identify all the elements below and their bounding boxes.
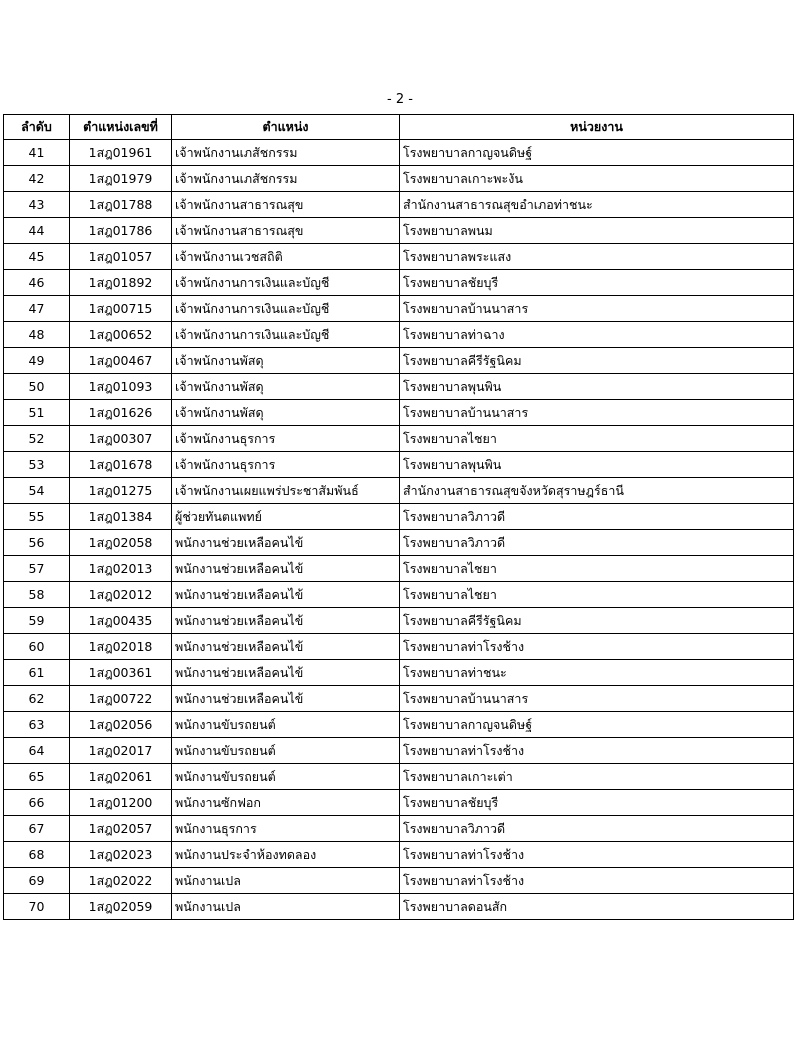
cell-position-title: พนักงานธุรการ bbox=[172, 816, 400, 842]
cell-order: 47 bbox=[4, 296, 70, 322]
header-row bbox=[4, 115, 794, 140]
table-row bbox=[4, 634, 794, 660]
cell-unit: สำนักงานสาธารณสุขอำเภอท่าชนะ bbox=[400, 192, 794, 218]
cell-position-title: ผู้ช่วยทันตแพทย์ bbox=[172, 504, 400, 530]
cell-position-code: 1สฎ01961 bbox=[70, 140, 172, 166]
table-row bbox=[4, 478, 794, 504]
table-row bbox=[4, 556, 794, 582]
cell-order: 69 bbox=[4, 868, 70, 894]
cell-order: 52 bbox=[4, 426, 70, 452]
cell-position-title: เจ้าพนักงานการเงินและบัญชี bbox=[172, 322, 400, 348]
table-row bbox=[4, 790, 794, 816]
table-row bbox=[4, 530, 794, 556]
table-row bbox=[4, 192, 794, 218]
cell-position-code: 1สฎ02017 bbox=[70, 738, 172, 764]
cell-order: 49 bbox=[4, 348, 70, 374]
cell-position-title: เจ้าพนักงานธุรการ bbox=[172, 426, 400, 452]
cell-unit: โรงพยาบาลวิภาวดี bbox=[400, 530, 794, 556]
cell-position-title: เจ้าพนักงานเวชสถิติ bbox=[172, 244, 400, 270]
cell-order: 43 bbox=[4, 192, 70, 218]
table-row bbox=[4, 686, 794, 712]
header-code: ตำแหน่งเลขที่ bbox=[70, 115, 172, 140]
cell-position-code: 1สฎ01275 bbox=[70, 478, 172, 504]
cell-unit: โรงพยาบาลบ้านนาสาร bbox=[400, 686, 794, 712]
cell-position-code: 1สฎ00722 bbox=[70, 686, 172, 712]
cell-position-code: 1สฎ02013 bbox=[70, 556, 172, 582]
cell-order: 59 bbox=[4, 608, 70, 634]
cell-unit: โรงพยาบาลพนม bbox=[400, 218, 794, 244]
cell-position-title: พนักงานช่วยเหลือคนไข้ bbox=[172, 530, 400, 556]
cell-order: 67 bbox=[4, 816, 70, 842]
cell-position-title: เจ้าพนักงานสาธารณสุข bbox=[172, 192, 400, 218]
cell-position-code: 1สฎ01384 bbox=[70, 504, 172, 530]
cell-position-title: เจ้าพนักงานการเงินและบัญชี bbox=[172, 270, 400, 296]
cell-position-title: เจ้าพนักงานพัสดุ bbox=[172, 374, 400, 400]
table-header bbox=[4, 115, 794, 140]
cell-unit: โรงพยาบาลท่าชนะ bbox=[400, 660, 794, 686]
header-order: ลำดับ bbox=[4, 115, 70, 140]
cell-order: 42 bbox=[4, 166, 70, 192]
cell-position-title: พนักงานเปล bbox=[172, 894, 400, 920]
cell-position-code: 1สฎ00435 bbox=[70, 608, 172, 634]
cell-position-code: 1สฎ01786 bbox=[70, 218, 172, 244]
positions-table bbox=[3, 114, 794, 920]
header-title: ตำแหน่ง bbox=[172, 115, 400, 140]
cell-order: 60 bbox=[4, 634, 70, 660]
table-row bbox=[4, 712, 794, 738]
cell-unit: โรงพยาบาลไชยา bbox=[400, 426, 794, 452]
cell-order: 68 bbox=[4, 842, 70, 868]
cell-position-code: 1สฎ01678 bbox=[70, 452, 172, 478]
cell-unit: โรงพยาบาลคีรีรัฐนิคม bbox=[400, 348, 794, 374]
cell-order: 61 bbox=[4, 660, 70, 686]
table-row bbox=[4, 244, 794, 270]
table-body bbox=[4, 140, 794, 920]
cell-order: 65 bbox=[4, 764, 70, 790]
cell-position-code: 1สฎ01892 bbox=[70, 270, 172, 296]
cell-order: 66 bbox=[4, 790, 70, 816]
cell-unit: โรงพยาบาลไชยา bbox=[400, 556, 794, 582]
cell-unit: โรงพยาบาลกาญจนดิษฐ์ bbox=[400, 712, 794, 738]
cell-position-title: พนักงานช่วยเหลือคนไข้ bbox=[172, 686, 400, 712]
cell-position-code: 1สฎ02023 bbox=[70, 842, 172, 868]
cell-position-title: พนักงานช่วยเหลือคนไข้ bbox=[172, 556, 400, 582]
cell-position-title: พนักงานช่วยเหลือคนไข้ bbox=[172, 634, 400, 660]
cell-position-code: 1สฎ01788 bbox=[70, 192, 172, 218]
cell-order: 64 bbox=[4, 738, 70, 764]
cell-position-code: 1สฎ01979 bbox=[70, 166, 172, 192]
table-row bbox=[4, 582, 794, 608]
table-row bbox=[4, 166, 794, 192]
table-row bbox=[4, 894, 794, 920]
cell-order: 44 bbox=[4, 218, 70, 244]
cell-unit: โรงพยาบาลชัยบุรี bbox=[400, 790, 794, 816]
table-row bbox=[4, 764, 794, 790]
cell-unit: โรงพยาบาลพุนพิน bbox=[400, 452, 794, 478]
cell-position-code: 1สฎ02061 bbox=[70, 764, 172, 790]
table-row bbox=[4, 400, 794, 426]
cell-unit: โรงพยาบาลกาญจนดิษฐ์ bbox=[400, 140, 794, 166]
cell-position-code: 1สฎ02059 bbox=[70, 894, 172, 920]
cell-position-code: 1สฎ02058 bbox=[70, 530, 172, 556]
cell-unit: โรงพยาบาลท่าโรงช้าง bbox=[400, 842, 794, 868]
cell-order: 57 bbox=[4, 556, 70, 582]
table-row bbox=[4, 842, 794, 868]
cell-position-code: 1สฎ01200 bbox=[70, 790, 172, 816]
cell-position-title: พนักงานเปล bbox=[172, 868, 400, 894]
cell-position-title: พนักงานช่วยเหลือคนไข้ bbox=[172, 608, 400, 634]
cell-position-title: เจ้าพนักงานพัสดุ bbox=[172, 400, 400, 426]
cell-position-code: 1สฎ00715 bbox=[70, 296, 172, 322]
header-unit: หน่วยงาน bbox=[400, 115, 794, 140]
table-row bbox=[4, 868, 794, 894]
cell-position-title: เจ้าพนักงานเภสัชกรรม bbox=[172, 166, 400, 192]
table-row bbox=[4, 296, 794, 322]
cell-unit: โรงพยาบาลไชยา bbox=[400, 582, 794, 608]
cell-order: 48 bbox=[4, 322, 70, 348]
cell-position-code: 1สฎ02022 bbox=[70, 868, 172, 894]
cell-position-title: เจ้าพนักงานพัสดุ bbox=[172, 348, 400, 374]
cell-order: 53 bbox=[4, 452, 70, 478]
cell-unit: โรงพยาบาลท่าโรงช้าง bbox=[400, 634, 794, 660]
table-row bbox=[4, 738, 794, 764]
cell-position-title: พนักงานขับรถยนต์ bbox=[172, 764, 400, 790]
page-number: - 2 - bbox=[387, 92, 413, 107]
table-row bbox=[4, 660, 794, 686]
cell-order: 51 bbox=[4, 400, 70, 426]
cell-position-code: 1สฎ02056 bbox=[70, 712, 172, 738]
cell-unit: โรงพยาบาลบ้านนาสาร bbox=[400, 400, 794, 426]
cell-order: 58 bbox=[4, 582, 70, 608]
cell-order: 41 bbox=[4, 140, 70, 166]
cell-unit: โรงพยาบาลเกาะพะงัน bbox=[400, 166, 794, 192]
cell-position-title: เจ้าพนักงานเผยแพร่ประชาสัมพันธ์ bbox=[172, 478, 400, 504]
cell-unit: โรงพยาบาลเกาะเต่า bbox=[400, 764, 794, 790]
cell-order: 62 bbox=[4, 686, 70, 712]
table-row bbox=[4, 504, 794, 530]
table-row bbox=[4, 816, 794, 842]
cell-position-title: พนักงานช่วยเหลือคนไข้ bbox=[172, 660, 400, 686]
cell-position-title: พนักงานประจำห้องทดลอง bbox=[172, 842, 400, 868]
cell-position-code: 1สฎ00652 bbox=[70, 322, 172, 348]
table-row bbox=[4, 322, 794, 348]
cell-position-title: เจ้าพนักงานเภสัชกรรม bbox=[172, 140, 400, 166]
cell-unit: โรงพยาบาลพระแสง bbox=[400, 244, 794, 270]
table-row bbox=[4, 608, 794, 634]
cell-order: 56 bbox=[4, 530, 70, 556]
cell-position-title: พนักงานขับรถยนต์ bbox=[172, 738, 400, 764]
cell-unit: โรงพยาบาลท่าโรงช้าง bbox=[400, 738, 794, 764]
cell-position-code: 1สฎ01057 bbox=[70, 244, 172, 270]
cell-order: 55 bbox=[4, 504, 70, 530]
cell-position-code: 1สฎ02057 bbox=[70, 816, 172, 842]
cell-position-title: เจ้าพนักงานธุรการ bbox=[172, 452, 400, 478]
table-row bbox=[4, 374, 794, 400]
cell-order: 46 bbox=[4, 270, 70, 296]
table-row bbox=[4, 140, 794, 166]
table-row bbox=[4, 348, 794, 374]
table-row bbox=[4, 270, 794, 296]
cell-position-code: 1สฎ00467 bbox=[70, 348, 172, 374]
table-row bbox=[4, 452, 794, 478]
cell-position-title: เจ้าพนักงานสาธารณสุข bbox=[172, 218, 400, 244]
cell-unit: โรงพยาบาลคีรีรัฐนิคม bbox=[400, 608, 794, 634]
cell-position-title: พนักงานซักฟอก bbox=[172, 790, 400, 816]
cell-unit: โรงพยาบาลพุนพิน bbox=[400, 374, 794, 400]
cell-position-title: เจ้าพนักงานการเงินและบัญชี bbox=[172, 296, 400, 322]
cell-position-code: 1สฎ00361 bbox=[70, 660, 172, 686]
cell-position-title: พนักงานช่วยเหลือคนไข้ bbox=[172, 582, 400, 608]
cell-position-code: 1สฎ00307 bbox=[70, 426, 172, 452]
cell-position-title: พนักงานขับรถยนต์ bbox=[172, 712, 400, 738]
cell-order: 70 bbox=[4, 894, 70, 920]
table-row bbox=[4, 426, 794, 452]
cell-unit: โรงพยาบาลดอนสัก bbox=[400, 894, 794, 920]
cell-unit: โรงพยาบาลบ้านนาสาร bbox=[400, 296, 794, 322]
cell-position-code: 1สฎ02018 bbox=[70, 634, 172, 660]
cell-unit: โรงพยาบาลท่าฉาง bbox=[400, 322, 794, 348]
cell-unit: โรงพยาบาลวิภาวดี bbox=[400, 504, 794, 530]
cell-order: 45 bbox=[4, 244, 70, 270]
cell-unit: โรงพยาบาลวิภาวดี bbox=[400, 816, 794, 842]
table-row bbox=[4, 218, 794, 244]
cell-unit: โรงพยาบาลชัยบุรี bbox=[400, 270, 794, 296]
cell-position-code: 1สฎ01093 bbox=[70, 374, 172, 400]
cell-unit: สำนักงานสาธารณสุขจังหวัดสุราษฎร์ธานี bbox=[400, 478, 794, 504]
cell-order: 63 bbox=[4, 712, 70, 738]
cell-position-code: 1สฎ02012 bbox=[70, 582, 172, 608]
cell-order: 50 bbox=[4, 374, 70, 400]
cell-order: 54 bbox=[4, 478, 70, 504]
cell-unit: โรงพยาบาลท่าโรงช้าง bbox=[400, 868, 794, 894]
cell-position-code: 1สฎ01626 bbox=[70, 400, 172, 426]
